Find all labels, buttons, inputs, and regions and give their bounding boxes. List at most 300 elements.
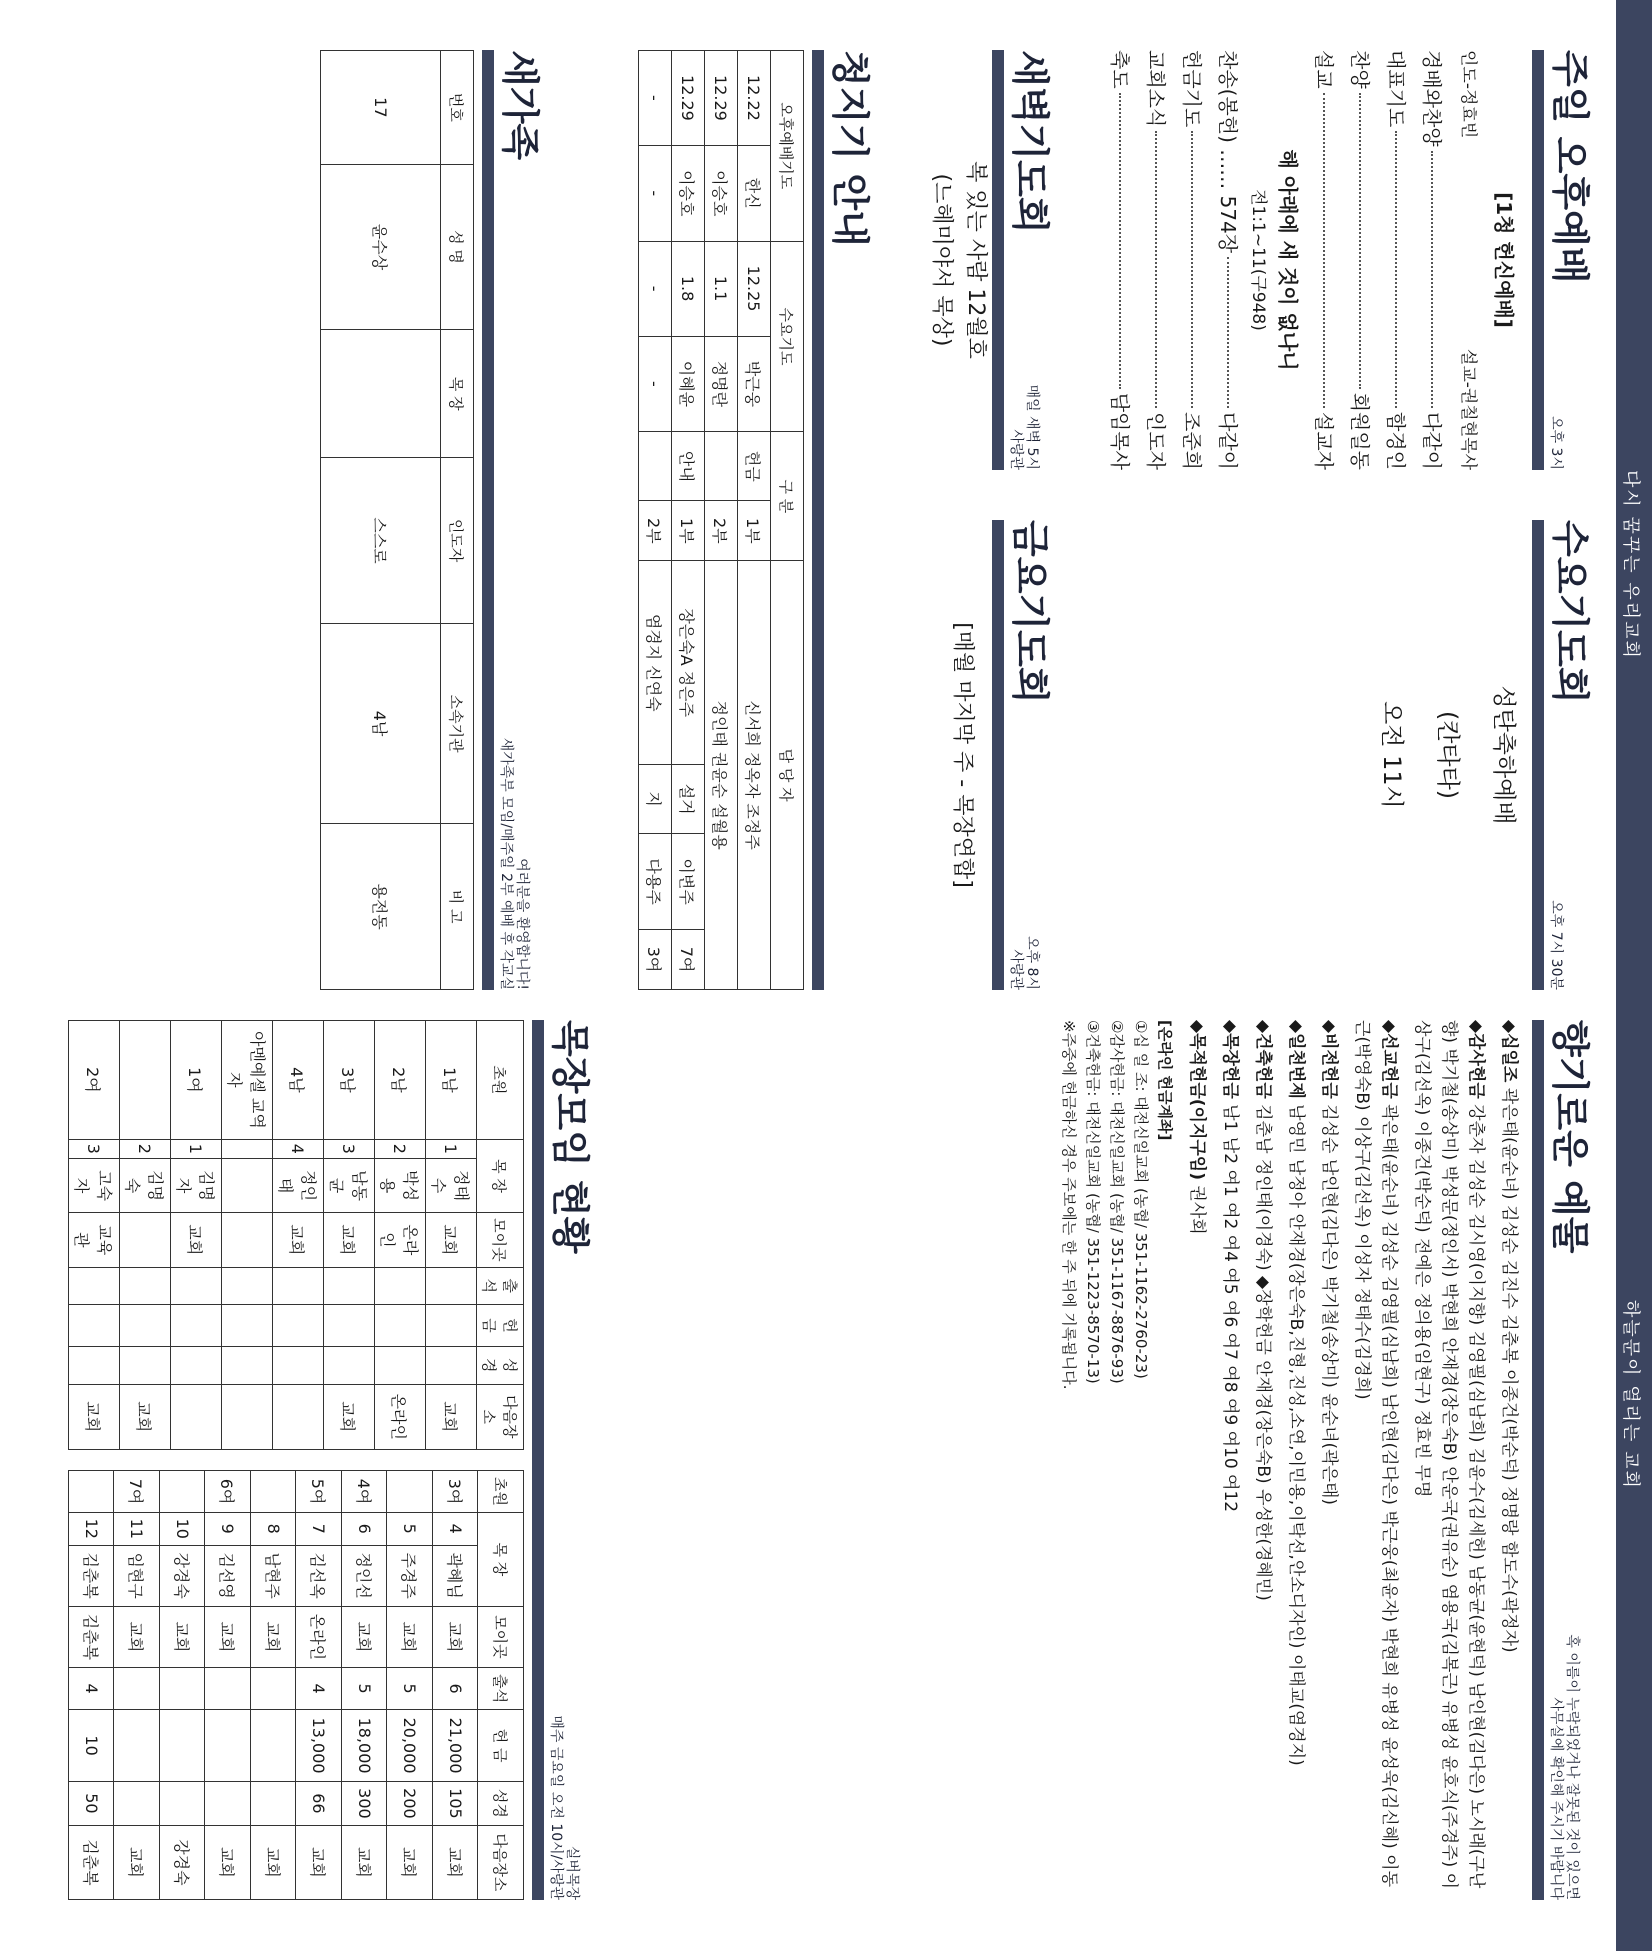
cell-cell: 4 [296,1668,342,1710]
cell-cell: 10 [69,1710,115,1782]
cell-cell: 1 [171,1139,222,1158]
newfamily-note2: 새가족부 모임/매주일 2부 예배 후 각교실 [498,737,514,990]
nf-row [321,51,441,990]
offering-item [1183,1020,1210,1900]
duty-cell: 1.8 [672,241,705,336]
cell-cell: 13,000 [296,1710,342,1782]
order-leader-dots [1431,151,1433,408]
nf-header: 성 명 [441,164,474,330]
cell-header: 초원 [477,1021,524,1140]
cell-cell: 교회 [433,1606,479,1667]
cell-title: 목장모임 현황 [548,1020,592,1254]
duty-row [738,51,771,990]
duty-header: 구 분 [771,432,804,561]
cell-cell: 50 [69,1782,115,1826]
nf-cell: 윤수상 [321,164,441,330]
cell-cell: 교회 [426,1213,477,1267]
cell-cell: 교회 [251,1606,297,1667]
cell-cell: 교회 [296,1825,342,1899]
nf-cell: 용전동 [321,824,441,990]
cell-cell: 7 [296,1513,342,1545]
cell-cell: 교육관 [69,1213,120,1267]
cell-row [69,1021,120,1450]
sunday-order-list-2 [1102,50,1246,470]
cell-cell: 김명숙 [120,1158,171,1212]
sunday-bar [1532,50,1544,470]
cell-cell: 5 [387,1668,433,1710]
cell-cell [120,1267,171,1304]
cell-cell [222,1304,273,1346]
cell-cell: 4남 [273,1021,324,1140]
cell-cell: 교회 [69,1384,120,1449]
cell-cell: 5 [342,1668,388,1710]
offering-item [1315,1020,1342,1900]
cell-cell [251,1782,297,1826]
cell-cell: 교회 [171,1213,222,1267]
cell-cell [426,1347,477,1384]
duty-row [705,51,738,990]
cell-row [426,1021,477,1450]
cell-cell: 200 [387,1782,433,1826]
order-item [1174,50,1210,470]
cell-header: 모이곳 [478,1606,524,1667]
top-banner [1616,0,1652,1951]
cell-header: 목 장 [478,1513,524,1607]
duty-row [639,51,672,990]
banner-right: 하늘문이 열리는 교회 [1620,1300,1641,1490]
cell-cell [222,1213,273,1267]
cell-cell [120,1304,171,1346]
dawn-block-main-bar [992,50,1004,470]
order-item [1306,50,1342,470]
offering-label: ◆선교헌금 [1379,1020,1399,1099]
online-line: ※주중에 헌금하신 경우 주보에는 한 주 뒤에 기록됩니다. [1060,1020,1078,1390]
cell-cell: 강경숙 [160,1825,206,1899]
cell-cell [251,1710,297,1782]
cell-cell [114,1782,160,1826]
order-label: 찬송(봉헌) …… 574장 [1216,50,1240,254]
newfamily-table [320,50,474,990]
offering-note2: 사무실에 확인해 주시기 바랍니다 [1548,1697,1564,1900]
cell-header: 헌 금 [478,1710,524,1782]
cell-cell: 6 [433,1668,479,1710]
cell-cell [324,1304,375,1346]
sunday-time: 오후 3시 [1548,416,1564,470]
newfamily-bar [482,50,494,990]
duty-cell: 신서희 정옥자 조정주 [738,561,771,990]
cell-row [375,1021,426,1450]
order-who: 함경인 [1384,412,1408,470]
online-line: ③건축헌금: 대전신일교회 (농협/ 351-1223-8570-13) [1084,1020,1102,1384]
cell-cell: 4 [273,1139,324,1158]
cell-row [120,1021,171,1450]
order-label: 설교 [1312,50,1336,89]
duty-cell: 2부 [705,501,738,561]
cell-header-row [477,1021,524,1450]
cell-header: 다음장소 [478,1825,524,1899]
cell-header-row [478,1471,524,1900]
dawn-block-main-time [1008,385,1040,470]
cell-cell [324,1267,375,1304]
cell-cell: 교회 [251,1825,297,1899]
cell-cell: 4 [69,1668,115,1710]
duty-cell: - [639,241,672,336]
cell-cell: 18,000 [342,1710,388,1782]
cell-note2: 매주 금요일 오전 10시/사랑관 [548,1715,564,1900]
duty-cell: 1부 [672,501,705,561]
newfamily-section [320,50,542,990]
cell-cell: 김선영 [205,1545,251,1606]
cell-cell [120,1347,171,1384]
cell-cell: 교회 [324,1213,375,1267]
cell-row [324,1021,375,1450]
cell-row [160,1471,206,1900]
nf-cell: 스스로 [321,458,441,624]
offering-label: ◆건축헌금 [1253,1020,1273,1099]
cell-cell [375,1267,426,1304]
offering-item [1495,1020,1522,1900]
wednesday-title: 수요기도회 [1548,520,1592,704]
cell-header: 초원 [478,1471,524,1513]
cell-row [205,1471,251,1900]
order-leader-dots [1227,257,1229,408]
wednesday-line: 성탄축하예배 [1490,685,1518,825]
preacher-label: 설교-권칠현목사 [1458,348,1478,470]
cell-cell: 온라인 [375,1384,426,1449]
cell-header: 출석 [478,1668,524,1710]
duty-cell: 염경지 신연숙 [639,561,672,765]
cell-cell [114,1668,160,1710]
duty-cell: 7여 [672,930,705,990]
cell-cell [387,1471,433,1513]
cell-cell: 주경주 [387,1545,433,1606]
offering-label: ◆비전헌금 [1319,1020,1339,1099]
duty-cell: 지 [639,765,672,834]
cell-cell: 박성용 [375,1158,426,1212]
cell-cell: 김춘복 [69,1606,115,1667]
duty-cell: 1부 [738,501,771,561]
offering-section [1057,1020,1592,1900]
cell-note1: 실버목장 [564,1845,580,1900]
cell-cell [251,1471,297,1513]
cell-cell [69,1304,120,1346]
cell-cell [160,1471,206,1513]
offering-bar [1532,1020,1544,1900]
duty-cell: 1.1 [705,241,738,336]
dawn-block-main-title: 새벽기도회 [1008,50,1052,234]
cell-cell [114,1710,160,1782]
offering-item [1408,1020,1489,1900]
cell-cell: 9 [205,1513,251,1545]
cell-header: 목 장 [477,1139,524,1212]
cell-header: 헌 금 [477,1304,524,1346]
cell-cell: 6여 [205,1471,251,1513]
cell-cell: 김명자 [171,1158,222,1212]
cell-cell [222,1384,273,1449]
offering-item [1216,1020,1243,1900]
cell-row [296,1471,342,1900]
cell-cell [160,1782,206,1826]
cell-bar [532,1020,544,1900]
cell-cell: 김춘복 [69,1825,115,1899]
cell-cell [273,1267,324,1304]
dawn-block-main [924,50,1052,470]
cell-cell: 66 [296,1782,342,1826]
sunday-section [1102,50,1592,470]
duty-cell: 이승호 [705,145,738,241]
cell-cell: 2 [375,1139,426,1158]
order-label: 축도 [1108,50,1132,89]
offering-item [1282,1020,1309,1900]
duty-row [672,51,705,990]
online-line: ①십 일 조: 대전신일교회 (농협/ 351-1162-2760-23) [1132,1020,1150,1379]
cell-cell [324,1347,375,1384]
cell-cell: 온라인 [375,1213,426,1267]
duty-cell: 정인태 권윤순 설월용 [705,561,738,990]
cell-row [433,1471,479,1900]
cell-table-right [68,1470,524,1900]
duty-cell: 3여 [639,930,672,990]
nf-header: 소속기관 [441,623,474,823]
nf-cell [321,330,441,458]
cell-cell [222,1347,273,1384]
cell-cell: 고숙자 [69,1158,120,1212]
cell-row [342,1471,388,1900]
cell-cell [426,1267,477,1304]
cell-cell: 아멘예셀 교역자 [222,1021,273,1140]
order-label: 헌금기도 [1180,50,1204,128]
wednesday-section [1364,520,1592,990]
order-who: 회원일동 [1348,392,1372,470]
duty-cell: 12.29 [672,51,705,146]
cell-row [222,1021,273,1450]
cell-cell: 8 [251,1513,297,1545]
duty-header-row [771,51,804,990]
duty-cell: 정명란 [705,336,738,432]
order-leader-dots [1359,93,1361,389]
cell-row [387,1471,433,1900]
order-label: 교회소식 [1144,50,1168,128]
order-leader-dots [1323,93,1325,408]
cell-cell [160,1710,206,1782]
order-item [1378,50,1414,470]
cell-cell: 곽혜님 [433,1545,479,1606]
cell-table-left [68,1020,524,1450]
offering-text: 강춘자 김성순 김시영(이지향) 김영필(심남희) 김윤수(김세헌) 남동균(윤현덕) 남인현(김다은) 노시래(구난향) 박기철(송상미) 박성문(정인서) 박현희 안재경(장은숙B) 안운국(권유순) 염용국(김복근) 유병성 윤호식(주경주) 이상구(김선옥) 이종건(박순덕) 전예은 정의용(임현구) 정효빈 무명 [1412,1020,1486,1890]
friday-block [932,520,1052,990]
cell-cell [273,1347,324,1384]
offering-note1: 혹 이름이 누락되었거나 잘못된 것이 있으면 [1564,1634,1580,1900]
offering-label: ◆목장헌금 [1220,1020,1240,1099]
duty-cell: 한신 [738,145,771,241]
cell-cell: 2남 [375,1021,426,1140]
cell-cell [222,1267,273,1304]
cell-header: 성경 [478,1782,524,1826]
order-label: 찬양 [1348,50,1372,89]
cell-cell [205,1668,251,1710]
cell-row [114,1471,160,1900]
cell-cell [426,1304,477,1346]
duty-cell [705,432,738,501]
cell-cell [69,1267,120,1304]
duty-table [638,50,804,990]
dawn-block-main-time2: 사랑관 [1008,429,1024,470]
cell-cell: 정태수 [426,1158,477,1212]
cell-cell [273,1304,324,1346]
order-leader-dots [1395,131,1397,408]
duty-cell: 이변주 [672,834,705,930]
wednesday-line: (칸타타) [1434,710,1462,800]
cell-cell [171,1347,222,1384]
duty-cell: 설거 [672,765,705,834]
cell-cell: 3 [324,1139,375,1158]
cell-cell: 정인선 [342,1545,388,1606]
cell-cell: 교회 [426,1384,477,1449]
duty-bar [812,50,824,990]
duty-cell: 헌금 [738,432,771,501]
sunday-order-list [1306,50,1450,470]
cell-cell: 교회 [387,1825,433,1899]
offering-text: 곽은태(윤순녀) 김성순 김진수 김춘복 이종건(박순덕) 정명랑 함도수(곽정자) [1499,1082,1519,1653]
dawn-block-main-head [1008,50,1052,470]
dawn-line: 복 있는 사람 12월호 [963,161,988,359]
duty-cell: 12.29 [705,51,738,146]
offering-label: ◆십일조 [1499,1020,1519,1083]
wednesday-line: 오전 11시 [1378,701,1406,809]
cell-cell: 3여 [433,1471,479,1513]
cell-cell: 5 [387,1513,433,1545]
cell-cell [171,1384,222,1449]
order-who: 담임목사 [1108,392,1132,470]
nf-cell: 17 [321,51,441,165]
order-item [1414,50,1450,470]
duty-cell: 다용주 [639,834,672,930]
nf-header: 목 장 [441,330,474,458]
cell-cell: 교회 [324,1384,375,1449]
cell-cell: 남동균 [324,1158,375,1212]
cell-header: 출석 [477,1267,524,1304]
newfamily-note1: 여러분을 환영합니다! [514,858,530,990]
sunday-subtitle: [1청 헌신예배] [1492,192,1516,328]
cell-row [171,1021,222,1450]
duty-cell: 이승호 [672,145,705,241]
cell-cell: 1 [426,1139,477,1158]
order-label: 대표기도 [1384,50,1408,128]
dawn-block-main-time1: 매일 새벽 5시 [1024,384,1040,470]
friday-line: [매월 마지막 주 - 목장연합] [950,622,975,888]
offering-item [1348,1020,1402,1900]
cell-cell [120,1213,171,1267]
offering-text: 남영민 남정아 안재경(장은숙B,진형,진성,소연,이민용,이탁선,안소디자인) 이태교(염경지) [1286,1098,1306,1766]
cell-cell [375,1347,426,1384]
cell-cell [273,1384,324,1449]
cell-cell: 21,000 [433,1710,479,1782]
nf-cell: 4남 [321,623,441,823]
order-who: 다같이 [1420,412,1444,470]
friday-block-bar [992,520,1004,990]
duty-title: 청지기 안내 [828,50,872,247]
cell-cell: 임현구 [114,1545,160,1606]
cell-cell [160,1668,206,1710]
offering-item [1249,1020,1276,1900]
cell-cell: 3남 [324,1021,375,1140]
sunday-preacher-row [1450,50,1486,470]
offering-label: ◆일천번제 [1286,1020,1306,1099]
order-item [1342,50,1378,470]
cell-cell [120,1021,171,1140]
nf-header: 번호 [441,51,474,165]
offering-text: 김춘남 정인태(이경숙) ◆장학헌금 안재경(장은숙B) 우성한(경혜민) [1253,1098,1273,1601]
duty-cell: 12.22 [738,51,771,146]
cell-cell: 11 [114,1513,160,1545]
leader-label: 인도-정효빈 [1458,50,1478,139]
cell-cell: 교회 [205,1825,251,1899]
cell-cell: 교회 [342,1825,388,1899]
cell-row [251,1471,297,1900]
online-title: [온라인 헌금계좌] [1156,1020,1174,1141]
duty-section [638,50,872,990]
duty-cell: 장은숙A 정은주 [672,561,705,765]
duty-cell: 안내 [672,432,705,501]
cell-cell: 교회 [433,1825,479,1899]
wednesday-bar [1532,520,1544,990]
cell-cell: 4여 [342,1471,388,1513]
offering-text: 권사회 [1187,1180,1207,1235]
order-leader-dots [1119,93,1121,389]
cell-cell: 7여 [114,1471,160,1513]
cell-cell: 교회 [114,1606,160,1667]
cell-cell: 김선옥 [296,1545,342,1606]
cell-section [68,1020,592,1900]
cell-cell: 교회 [160,1606,206,1667]
friday-block-time [1008,936,1040,990]
order-who: 설교자 [1312,412,1336,470]
cell-cell: 김춘복 [69,1545,115,1606]
wednesday-head [1548,520,1592,990]
cell-header: 모이곳 [477,1213,524,1267]
offering-list [1183,1020,1522,1900]
cell-cell [69,1347,120,1384]
cell-cell: 온라인 [296,1606,342,1667]
duty-cell: 이혜윤 [672,336,705,432]
cell-cell: 교회 [387,1606,433,1667]
online-list [1057,1020,1153,1900]
cell-cell: 3 [69,1139,120,1158]
cell-header: 다음장소 [477,1384,524,1449]
offering-label: ◆감사헌금 [1466,1020,1486,1099]
nf-header-row [441,51,474,990]
cell-cell: 2여 [69,1021,120,1140]
order-item [1138,50,1174,470]
friday-block-head [1008,520,1052,990]
offering-text: 김성순 남인현(김다은) 박기철(송상미) 윤순녀(곽은태) [1319,1098,1339,1506]
cell-cell: 정인태 [273,1158,324,1212]
cell-cell [205,1782,251,1826]
friday-block-time1: 오후 8시 [1024,936,1040,990]
cell-cell [69,1471,115,1513]
cell-cell [222,1158,273,1212]
banner-left: 다시 꿈꾸는 우리교회 [1620,470,1641,660]
order-leader-dots [1191,131,1193,408]
newfamily-title: 새가족 [498,50,542,161]
cell-cell: 1남 [426,1021,477,1140]
offering-text: 남1 남2 여1 여2 여4 여5 여6 여7 여8 여9 여10 여12 [1220,1098,1240,1513]
wednesday-time: 오후 7시 30분 [1548,900,1564,990]
cell-cell: 강경숙 [160,1545,206,1606]
dawn-line: (느헤미야서 묵상) [929,173,954,347]
cell-cell: 남현주 [251,1545,297,1606]
duty-cell: - [639,51,672,146]
